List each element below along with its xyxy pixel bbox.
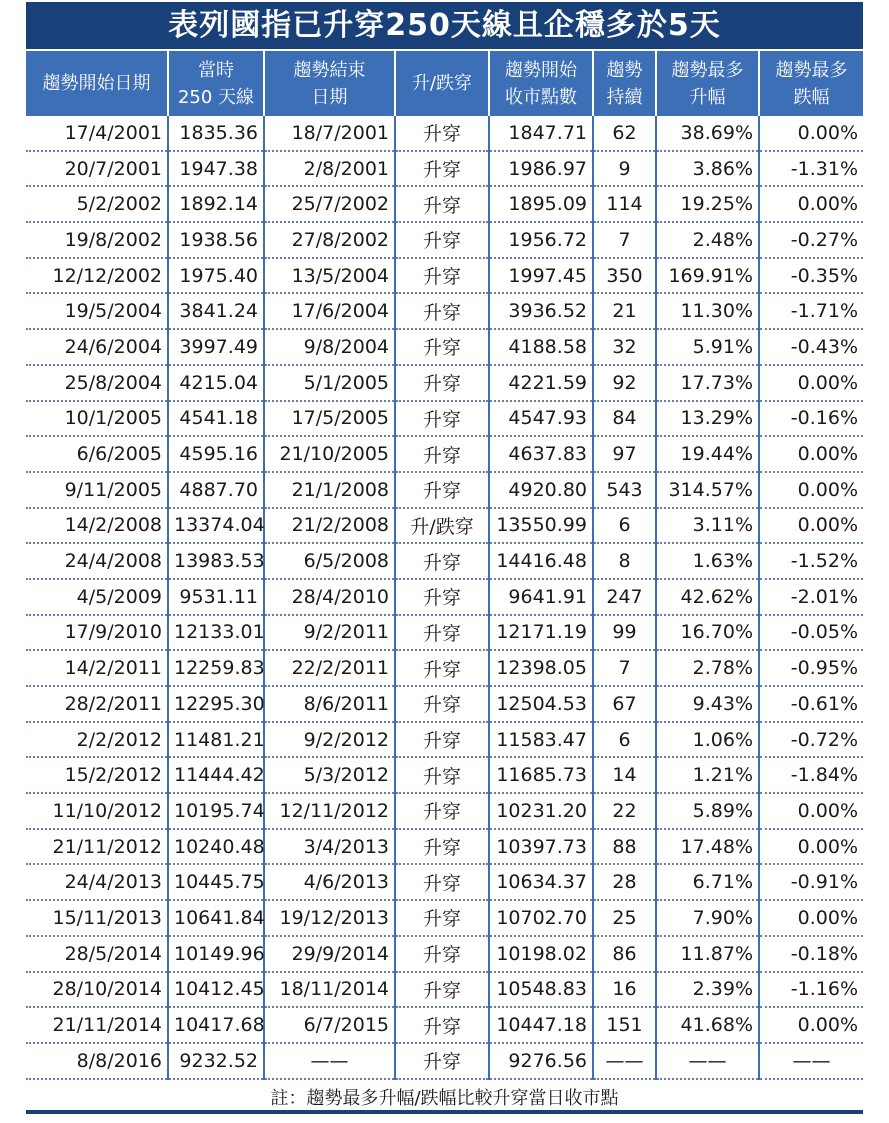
cell-max-loss: -1.16% xyxy=(759,972,863,1008)
header-max-gain xyxy=(656,51,759,116)
cell-end-date: 5/1/2005 xyxy=(264,365,395,401)
header-label: 趨勢最多 xyxy=(671,59,744,81)
cell-cross-type: 升穿 xyxy=(395,258,489,294)
table-body xyxy=(26,116,863,1079)
cell-ma250: 1975.40 xyxy=(168,258,264,294)
cell-max-gain: 2.78% xyxy=(656,650,759,686)
cell-cross-type: 升穿 xyxy=(395,900,489,936)
header-label: 趨勢開始 xyxy=(505,59,577,81)
cell-start-close: 4547.93 xyxy=(489,401,593,437)
cell-ma250: 12295.30 xyxy=(168,686,264,722)
table-row xyxy=(26,543,863,579)
cell-cross-type: 升穿 xyxy=(395,686,489,722)
cell-duration: 7 xyxy=(593,650,656,686)
table-row xyxy=(26,972,863,1008)
cell-duration: 350 xyxy=(593,258,656,294)
cell-ma250: 4215.04 xyxy=(168,365,264,401)
cell-ma250: 9531.11 xyxy=(168,579,264,615)
cell-start-close: 12504.53 xyxy=(489,686,593,722)
cell-max-loss: -0.95% xyxy=(759,650,863,686)
cell-end-date: 27/8/2002 xyxy=(264,222,395,258)
cell-ma250: 10149.96 xyxy=(168,936,264,972)
cell-start-close: 10548.83 xyxy=(489,972,593,1008)
cell-duration: 9 xyxy=(593,151,656,187)
cell-end-date: 17/6/2004 xyxy=(264,293,395,329)
cell-max-gain: 17.73% xyxy=(656,365,759,401)
cell-end-date: 12/11/2012 xyxy=(264,793,395,829)
cell-cross-type: 升穿 xyxy=(395,864,489,900)
cell-cross-type: 升/跌穿 xyxy=(395,508,489,544)
header-label: 升/跌穿 xyxy=(411,73,473,94)
cell-max-loss: -0.05% xyxy=(759,615,863,651)
cell-max-loss: -0.18% xyxy=(759,936,863,972)
cell-end-date: 4/6/2013 xyxy=(264,864,395,900)
table-row xyxy=(26,436,863,472)
cell-cross-type: 升穿 xyxy=(395,757,489,793)
header-start-close xyxy=(489,51,593,116)
cell-cross-type: 升穿 xyxy=(395,543,489,579)
cell-max-gain: 42.62% xyxy=(656,579,759,615)
cell-start-date: 28/5/2014 xyxy=(26,936,168,972)
table-row xyxy=(26,1043,863,1079)
cell-max-gain: 169.91% xyxy=(656,258,759,294)
cell-max-gain: 5.89% xyxy=(656,793,759,829)
cell-max-gain: 1.21% xyxy=(656,757,759,793)
header-start-date xyxy=(26,51,168,116)
cell-start-date: 21/11/2014 xyxy=(26,1007,168,1043)
cell-start-date: 14/2/2011 xyxy=(26,650,168,686)
cell-max-gain: 3.11% xyxy=(656,508,759,544)
table-header xyxy=(26,51,863,116)
cell-duration: —— xyxy=(593,1043,656,1079)
cell-duration: 6 xyxy=(593,722,656,758)
cell-max-gain: 5.91% xyxy=(656,329,759,365)
cell-duration: 543 xyxy=(593,472,656,508)
table-row xyxy=(26,936,863,972)
cell-ma250: 1947.38 xyxy=(168,151,264,187)
cell-ma250: 1938.56 xyxy=(168,222,264,258)
cell-end-date: 9/8/2004 xyxy=(264,329,395,365)
cell-start-date: 24/6/2004 xyxy=(26,329,168,365)
cell-max-loss: 0.00% xyxy=(759,436,863,472)
table-row xyxy=(26,579,863,615)
cell-start-close: 11583.47 xyxy=(489,722,593,758)
cell-max-loss: 0.00% xyxy=(759,472,863,508)
cell-duration: 151 xyxy=(593,1007,656,1043)
cell-start-close: 10634.37 xyxy=(489,864,593,900)
cell-max-loss: -1.71% xyxy=(759,293,863,329)
cell-end-date: 21/1/2008 xyxy=(264,472,395,508)
cell-end-date: 21/10/2005 xyxy=(264,436,395,472)
cell-max-gain: 314.57% xyxy=(656,472,759,508)
cell-duration: 7 xyxy=(593,222,656,258)
header-ma250 xyxy=(168,51,264,116)
cell-cross-type: 升穿 xyxy=(395,401,489,437)
cell-start-date: 2/2/2012 xyxy=(26,722,168,758)
header-max-loss xyxy=(759,51,863,116)
table-row xyxy=(26,722,863,758)
cell-start-close: 1847.71 xyxy=(489,116,593,151)
cell-max-loss: -0.61% xyxy=(759,686,863,722)
table-row xyxy=(26,472,863,508)
cell-ma250: 10195.74 xyxy=(168,793,264,829)
cell-end-date: 22/2/2011 xyxy=(264,650,395,686)
cell-max-loss: -0.27% xyxy=(759,222,863,258)
cell-duration: 14 xyxy=(593,757,656,793)
cell-start-date: 6/6/2005 xyxy=(26,436,168,472)
cell-ma250: 4887.70 xyxy=(168,472,264,508)
cell-ma250: 10445.75 xyxy=(168,864,264,900)
cell-ma250: 4541.18 xyxy=(168,401,264,437)
cell-duration: 16 xyxy=(593,972,656,1008)
cell-start-close: 10397.73 xyxy=(489,829,593,865)
cell-max-gain: 3.86% xyxy=(656,151,759,187)
cell-start-date: 19/8/2002 xyxy=(26,222,168,258)
header-label: 持續 xyxy=(606,86,643,108)
cell-duration: 32 xyxy=(593,329,656,365)
cell-cross-type: 升穿 xyxy=(395,151,489,187)
data-table xyxy=(26,51,863,1080)
cell-max-loss: -1.52% xyxy=(759,543,863,579)
table-row xyxy=(26,222,863,258)
cell-duration: 97 xyxy=(593,436,656,472)
cell-start-date: 4/5/2009 xyxy=(26,579,168,615)
cell-end-date: 2/8/2001 xyxy=(264,151,395,187)
cell-duration: 22 xyxy=(593,793,656,829)
cell-end-date: 6/5/2008 xyxy=(264,543,395,579)
cell-ma250: 10412.45 xyxy=(168,972,264,1008)
header-row xyxy=(26,51,863,116)
cell-end-date: 17/5/2005 xyxy=(264,401,395,437)
cell-cross-type: 升穿 xyxy=(395,1043,489,1079)
table-row xyxy=(26,186,863,222)
cell-max-gain: 11.30% xyxy=(656,293,759,329)
table-row xyxy=(26,365,863,401)
cell-start-close: 1895.09 xyxy=(489,186,593,222)
cell-max-loss: 0.00% xyxy=(759,829,863,865)
cell-duration: 84 xyxy=(593,401,656,437)
cell-start-close: 1956.72 xyxy=(489,222,593,258)
cell-ma250: 13374.04 xyxy=(168,508,264,544)
cell-start-close: 10231.20 xyxy=(489,793,593,829)
cell-max-gain: 7.90% xyxy=(656,900,759,936)
table-row xyxy=(26,793,863,829)
table-row xyxy=(26,757,863,793)
cell-start-close: 10198.02 xyxy=(489,936,593,972)
cell-ma250: 1835.36 xyxy=(168,116,264,151)
cell-duration: 247 xyxy=(593,579,656,615)
cell-max-loss: 0.00% xyxy=(759,116,863,151)
cell-start-close: 3936.52 xyxy=(489,293,593,329)
cell-duration: 28 xyxy=(593,864,656,900)
cell-max-loss: 0.00% xyxy=(759,1007,863,1043)
header-cross-type xyxy=(395,51,489,116)
header-label: 趨勢 xyxy=(606,59,643,81)
table-row xyxy=(26,258,863,294)
cell-max-loss: —— xyxy=(759,1043,863,1079)
cell-cross-type: 升穿 xyxy=(395,615,489,651)
cell-max-gain: 38.69% xyxy=(656,116,759,151)
cell-duration: 88 xyxy=(593,829,656,865)
cell-end-date: 29/9/2014 xyxy=(264,936,395,972)
cell-duration: 114 xyxy=(593,186,656,222)
cell-max-loss: -0.35% xyxy=(759,258,863,294)
cell-start-date: 12/12/2002 xyxy=(26,258,168,294)
cell-end-date: 9/2/2012 xyxy=(264,722,395,758)
header-label: 趨勢開始日期 xyxy=(42,73,151,94)
cell-start-close: 4920.80 xyxy=(489,472,593,508)
cell-duration: 86 xyxy=(593,936,656,972)
cell-cross-type: 升穿 xyxy=(395,936,489,972)
cell-max-loss: -0.43% xyxy=(759,329,863,365)
cell-start-close: 4221.59 xyxy=(489,365,593,401)
cell-cross-type: 升穿 xyxy=(395,222,489,258)
cell-end-date: 8/6/2011 xyxy=(264,686,395,722)
cell-end-date: 25/7/2002 xyxy=(264,186,395,222)
cell-cross-type: 升穿 xyxy=(395,436,489,472)
cell-ma250: 12133.01 xyxy=(168,615,264,651)
cell-start-date: 10/1/2005 xyxy=(26,401,168,437)
cell-max-loss: -0.72% xyxy=(759,722,863,758)
cell-start-date: 24/4/2013 xyxy=(26,864,168,900)
cell-start-close: 9276.56 xyxy=(489,1043,593,1079)
cell-end-date: 5/3/2012 xyxy=(264,757,395,793)
cell-ma250: 3997.49 xyxy=(168,329,264,365)
cell-cross-type: 升穿 xyxy=(395,186,489,222)
cell-start-date: 8/8/2016 xyxy=(26,1043,168,1079)
table-row xyxy=(26,615,863,651)
cell-end-date: 28/4/2010 xyxy=(264,579,395,615)
cell-start-close: 4637.83 xyxy=(489,436,593,472)
cell-max-loss: 0.00% xyxy=(759,186,863,222)
cell-start-date: 17/9/2010 xyxy=(26,615,168,651)
cell-max-gain: 13.29% xyxy=(656,401,759,437)
cell-duration: 21 xyxy=(593,293,656,329)
cell-max-loss: 0.00% xyxy=(759,508,863,544)
cell-start-date: 9/11/2005 xyxy=(26,472,168,508)
cell-ma250: 10641.84 xyxy=(168,900,264,936)
cell-ma250: 4595.16 xyxy=(168,436,264,472)
table-row xyxy=(26,686,863,722)
cell-start-close: 9641.91 xyxy=(489,579,593,615)
cell-duration: 8 xyxy=(593,543,656,579)
cell-start-date: 11/10/2012 xyxy=(26,793,168,829)
cell-ma250: 13983.53 xyxy=(168,543,264,579)
cell-max-gain: 1.63% xyxy=(656,543,759,579)
table-row xyxy=(26,116,863,151)
table-row xyxy=(26,864,863,900)
header-label: 收市點數 xyxy=(505,86,577,108)
cell-max-loss: 0.00% xyxy=(759,365,863,401)
header-label: 日期 xyxy=(311,86,348,108)
cell-start-close: 1986.97 xyxy=(489,151,593,187)
table-row xyxy=(26,329,863,365)
cell-max-gain: 19.25% xyxy=(656,186,759,222)
cell-ma250: 9232.52 xyxy=(168,1043,264,1079)
cell-end-date: 6/7/2015 xyxy=(264,1007,395,1043)
cell-end-date: 18/11/2014 xyxy=(264,972,395,1008)
header-label: 250 天線 xyxy=(177,86,255,108)
cell-ma250: 12259.83 xyxy=(168,650,264,686)
cell-start-date: 15/11/2013 xyxy=(26,900,168,936)
cell-max-gain: —— xyxy=(656,1043,759,1079)
table-row xyxy=(26,401,863,437)
cell-end-date: 3/4/2013 xyxy=(264,829,395,865)
cell-ma250: 3841.24 xyxy=(168,293,264,329)
cell-duration: 67 xyxy=(593,686,656,722)
cell-max-gain: 19.44% xyxy=(656,436,759,472)
header-label: 趨勢最多 xyxy=(775,59,848,81)
cell-start-close: 12171.19 xyxy=(489,615,593,651)
cell-start-date: 14/2/2008 xyxy=(26,508,168,544)
cell-start-date: 15/2/2012 xyxy=(26,757,168,793)
cell-start-close: 1997.45 xyxy=(489,258,593,294)
cell-max-gain: 1.06% xyxy=(656,722,759,758)
cell-cross-type: 升穿 xyxy=(395,650,489,686)
table-row xyxy=(26,650,863,686)
header-label: 當時 xyxy=(198,59,234,81)
cell-start-date: 28/2/2011 xyxy=(26,686,168,722)
cell-ma250: 11444.42 xyxy=(168,757,264,793)
cell-start-close: 13550.99 xyxy=(489,508,593,544)
cell-max-gain: 6.71% xyxy=(656,864,759,900)
cell-start-date: 19/5/2004 xyxy=(26,293,168,329)
cell-max-gain: 16.70% xyxy=(656,615,759,651)
cell-duration: 99 xyxy=(593,615,656,651)
cell-duration: 6 xyxy=(593,508,656,544)
table-row xyxy=(26,508,863,544)
cell-ma250: 10240.48 xyxy=(168,829,264,865)
cell-ma250: 11481.21 xyxy=(168,722,264,758)
cell-end-date: —— xyxy=(264,1043,395,1079)
header-label: 升幅 xyxy=(689,86,726,108)
cell-start-close: 4188.58 xyxy=(489,329,593,365)
table-row xyxy=(26,293,863,329)
table-row xyxy=(26,151,863,187)
cell-max-gain: 17.48% xyxy=(656,829,759,865)
cell-cross-type: 升穿 xyxy=(395,972,489,1008)
cell-duration: 25 xyxy=(593,900,656,936)
cell-start-close: 11685.73 xyxy=(489,757,593,793)
cell-cross-type: 升穿 xyxy=(395,293,489,329)
cell-start-date: 28/10/2014 xyxy=(26,972,168,1008)
cell-start-close: 10447.18 xyxy=(489,1007,593,1043)
cell-cross-type: 升穿 xyxy=(395,116,489,151)
cell-cross-type: 升穿 xyxy=(395,365,489,401)
cell-end-date: 21/2/2008 xyxy=(264,508,395,544)
cell-cross-type: 升穿 xyxy=(395,329,489,365)
cell-cross-type: 升穿 xyxy=(395,472,489,508)
cell-max-gain: 11.87% xyxy=(656,936,759,972)
table-title: 表列國指已升穿250天線且企穩多於5天 xyxy=(26,2,863,49)
cell-start-date: 5/2/2002 xyxy=(26,186,168,222)
cell-cross-type: 升穿 xyxy=(395,829,489,865)
cell-max-gain: 2.39% xyxy=(656,972,759,1008)
cell-ma250: 1892.14 xyxy=(168,186,264,222)
cell-max-loss: -2.01% xyxy=(759,579,863,615)
cell-end-date: 19/12/2013 xyxy=(264,900,395,936)
cell-start-date: 21/11/2012 xyxy=(26,829,168,865)
bottom-rule xyxy=(26,1110,863,1114)
cell-duration: 92 xyxy=(593,365,656,401)
cell-end-date: 9/2/2011 xyxy=(264,615,395,651)
cell-start-close: 10702.70 xyxy=(489,900,593,936)
header-duration xyxy=(593,51,656,116)
cell-max-gain: 41.68% xyxy=(656,1007,759,1043)
cell-start-date: 25/8/2004 xyxy=(26,365,168,401)
cell-cross-type: 升穿 xyxy=(395,793,489,829)
cell-max-loss: -1.84% xyxy=(759,757,863,793)
cell-start-date: 20/7/2001 xyxy=(26,151,168,187)
cell-cross-type: 升穿 xyxy=(395,1007,489,1043)
cell-max-loss: -1.31% xyxy=(759,151,863,187)
cell-max-gain: 2.48% xyxy=(656,222,759,258)
table-row xyxy=(26,900,863,936)
cell-cross-type: 升穿 xyxy=(395,579,489,615)
cell-start-date: 17/4/2001 xyxy=(26,116,168,151)
cell-start-close: 14416.48 xyxy=(489,543,593,579)
cell-start-close: 12398.05 xyxy=(489,650,593,686)
header-label: 跌幅 xyxy=(793,86,830,108)
cell-cross-type: 升穿 xyxy=(395,722,489,758)
cell-max-loss: 0.00% xyxy=(759,793,863,829)
cell-ma250: 10417.68 xyxy=(168,1007,264,1043)
cell-max-loss: -0.16% xyxy=(759,401,863,437)
table-row xyxy=(26,1007,863,1043)
cell-end-date: 18/7/2001 xyxy=(264,116,395,151)
cell-max-loss: 0.00% xyxy=(759,900,863,936)
cell-duration: 62 xyxy=(593,116,656,151)
footnote: 註：趨勢最多升幅/跌幅比較升穿當日收市點 xyxy=(270,1088,619,1109)
cell-max-loss: -0.91% xyxy=(759,864,863,900)
cell-end-date: 13/5/2004 xyxy=(264,258,395,294)
table-row xyxy=(26,829,863,865)
header-label: 趨勢結束 xyxy=(293,59,366,81)
cell-start-date: 24/4/2008 xyxy=(26,543,168,579)
header-end-date xyxy=(264,51,395,116)
cell-max-gain: 9.43% xyxy=(656,686,759,722)
